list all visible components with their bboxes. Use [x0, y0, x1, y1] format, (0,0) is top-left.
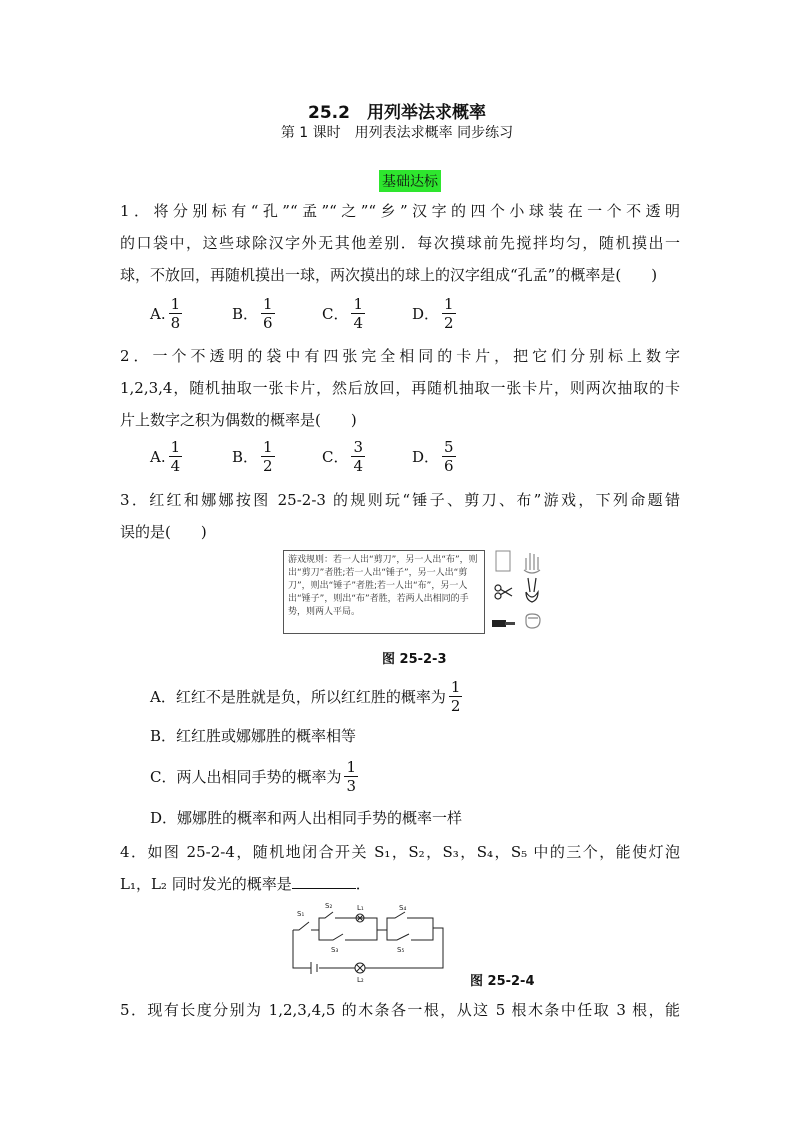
q2-option-b[interactable]: B． $\frac{1}{2}$: [232, 438, 273, 475]
q4-line-1: 4．如图 25-2-4，随机地闭合开关 S₁，S₂，S₃，S₄，S₅ 中的三个，能使灯泡: [120, 843, 680, 861]
q1-line-3: 球，不放回，再随机摸出一球，两次摸出的球上的汉字组成“孔孟”的概率是( ): [120, 266, 658, 284]
section-badge: 基础达标: [379, 170, 441, 192]
q2-option-c[interactable]: C． $\frac{3}{4}$: [322, 438, 364, 475]
hammer-icon: [492, 620, 515, 627]
fraction: $\frac{5}{6}$: [444, 438, 454, 475]
answer-blank[interactable]: [292, 874, 356, 889]
fraction: $\frac{3}{4}$: [353, 438, 364, 475]
label-s2: S₂: [325, 902, 333, 910]
label-l1: L₁: [357, 904, 364, 912]
paper-card-icon: [496, 551, 510, 571]
page-subtitle: 第 1 课时 用列表法求概率 同步练习: [280, 125, 514, 141]
label-s1: S₁: [297, 910, 305, 918]
fraction: $\frac{1}{4}$: [170, 438, 181, 475]
page-title: 25.2 用列举法求概率: [308, 103, 486, 123]
q1-option-d[interactable]: D． $\frac{1}{2}$: [412, 295, 454, 332]
q2-line-3: 片上数字之积为偶数的概率是( ): [120, 411, 357, 429]
q3-line-1: 3．红红和娜娜按图 25-2-3 的规则玩“锤子、剪刀、布”游戏，下列命题错: [120, 491, 680, 509]
fist-icon: [526, 614, 540, 628]
q4-line-2: L₁，L₂ 同时发光的概率是 ．: [120, 875, 371, 893]
scissors-icon: [495, 585, 512, 599]
q5-line-1: 5．现有长度分别为 1,2,3,4,5 的木条各一根，从这 5 根木条中任取 3 根，能: [120, 1001, 680, 1019]
hand-gestures-figure: [490, 548, 550, 640]
switch-s1-icon: [293, 922, 319, 930]
q3-choice-a[interactable]: A．红红不是胜就是负，所以红红胜的概率为 $\frac{1}{2}$: [150, 678, 461, 715]
q1-option-a[interactable]: A. $\frac{1}{8}$: [150, 295, 181, 332]
label-l2: L₂: [357, 976, 364, 984]
fraction: $\frac{1}{4}$: [353, 295, 364, 332]
q3-choice-c[interactable]: C．两人出相同手势的概率为 $\frac{1}{3}$: [150, 758, 357, 795]
label-s5: S₅: [397, 946, 405, 954]
q1-line-2: 的口袋中，这些球除汉字外无其他差别．每次摸球前先搅拌均匀，随机摸出一: [120, 234, 680, 252]
figure-caption-25-2-3: 图 25-2-3: [382, 652, 447, 667]
open-palm-icon: [524, 553, 540, 573]
fraction: $\frac{1}{3}$: [346, 758, 357, 795]
q3-choice-b[interactable]: B．红红胜或娜娜胜的概率相等: [150, 727, 357, 745]
q1-line-1: 1．将分别标有“孔”“孟”“之”“乡”汉字的四个小球装在一个不透明: [120, 202, 680, 220]
q3-line-2: 误的是( ): [120, 523, 207, 541]
label-s4: S₄: [399, 904, 407, 912]
q2-line-1: 2．一个不透明的袋中有四张完全相同的卡片，把它们分别标上数字: [120, 347, 680, 365]
game-rules-box: 游戏规则：若一人出“剪刀”，另一人出“布”，则出“剪刀”者胜;若一人出“锤子”，另一人出“剪刀”，则出“锤子”者胜;若一人出“布”，另一人出“锤子”，则出“布”者胜，若两人出相同的手势，则两人平局。: [283, 550, 485, 634]
circuit-diagram: [285, 898, 450, 986]
fraction: $\frac{1}{8}$: [170, 295, 181, 332]
fraction: $\frac{1}{2}$: [444, 295, 454, 332]
q1-option-b[interactable]: B． $\frac{1}{6}$: [232, 295, 273, 332]
q1-option-c[interactable]: C． $\frac{1}{4}$: [322, 295, 364, 332]
label-s3: S₃: [331, 946, 339, 954]
q2-line-2: 1,2,3,4，随机抽取一张卡片，然后放回，再随机抽取一张卡片，则两次抽取的卡: [120, 379, 680, 397]
fraction: $\frac{1}{2}$: [450, 678, 461, 715]
q2-option-d[interactable]: D． $\frac{5}{6}$: [412, 438, 454, 475]
victory-hand-icon: [526, 578, 538, 602]
q3-choice-d[interactable]: D．娜娜胜的概率和两人出相同手势的概率一样: [150, 809, 463, 827]
fraction: $\frac{1}{2}$: [263, 438, 273, 475]
q2-option-a[interactable]: A. $\frac{1}{4}$: [150, 438, 181, 475]
figure-caption-25-2-4: 图 25-2-4: [470, 974, 535, 989]
fraction: $\frac{1}{6}$: [263, 295, 273, 332]
